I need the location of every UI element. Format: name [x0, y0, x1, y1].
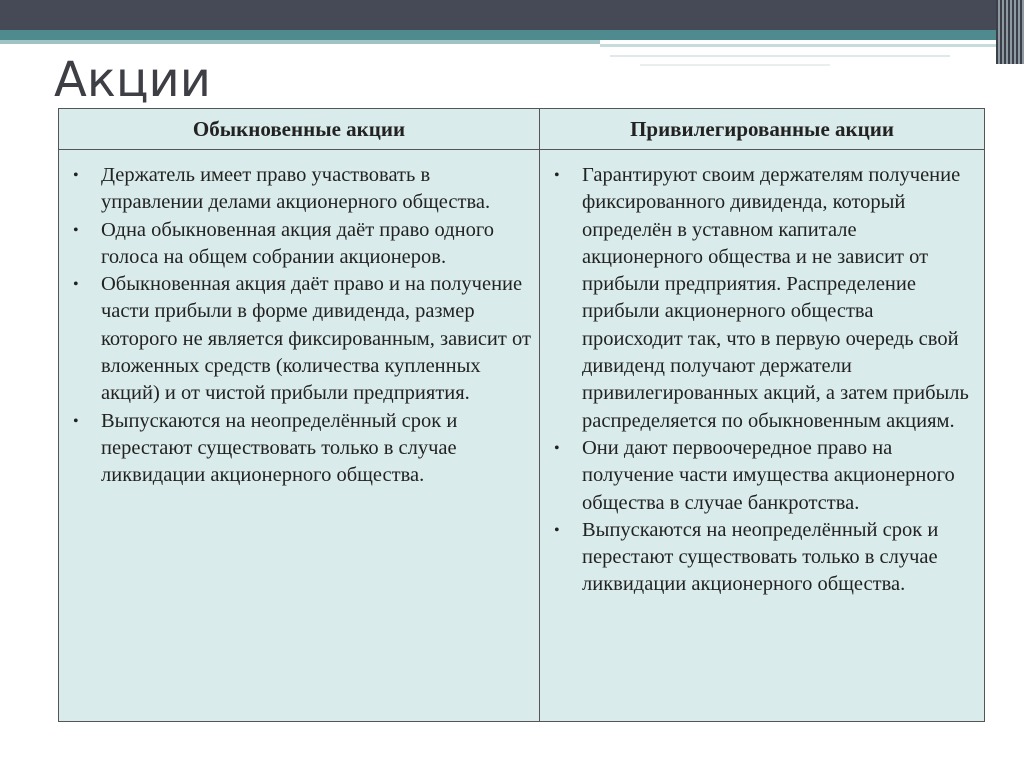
preferred-shares-list — [550, 162, 976, 599]
common-shares-list — [69, 162, 531, 490]
list-item-text: Они дают первоочередное право на получение части имущества акционерного общества в случае банкротства. — [582, 436, 955, 514]
table-row — [59, 150, 985, 722]
list-item-text: Одна обыкновенная акция даёт право одного голоса на общем собрании акционеров. — [101, 218, 495, 268]
comparison-table — [58, 108, 985, 722]
list-item-text: Гарантируют своим держателям получение фиксированного дивиденда, который определён в уставном капитале акционерного общества и не зависит от прибыли предприятия. Распределение прибыли акционерного общества происходит так, что в первую очередь свой дивиденд получают держатели привилегированных акций, а затем прибыль распределяется по обыкновенным акциям. — [582, 164, 969, 432]
list-item — [69, 217, 531, 272]
list-item-text: Обыкновенная акция даёт право и на получение части прибыли в форме дивиденда, размер которого не является фиксированным, зависит от вложенных средств (количества купленных акций) и от чистой прибыли предприятия. — [101, 273, 531, 405]
header-decor-teal-bar — [0, 30, 1024, 40]
column-header-preferred-shares: Привилегированные акции — [540, 109, 985, 150]
list-item — [69, 408, 531, 490]
bullet-icon: • — [554, 439, 560, 457]
common-shares-cell — [59, 150, 540, 722]
header-decor-thin-line — [600, 44, 1004, 47]
bullet-icon: • — [554, 167, 560, 184]
bullet-icon: • — [73, 221, 79, 239]
list-item — [69, 271, 531, 407]
list-item — [550, 162, 976, 435]
list-item-text: Держатель имеет право участвовать в управлении делами акционерного общества. — [101, 164, 491, 214]
list-item-text: Выпускаются на неопределённый срок и перестают существовать только в случае ликвидации акционерного общества. — [101, 409, 458, 487]
preferred-shares-cell — [540, 150, 985, 722]
list-item — [69, 162, 531, 217]
column-header-common-shares: Обыкновенные акции — [59, 109, 540, 150]
bullet-icon: • — [73, 167, 79, 184]
slide-title: Акции — [54, 52, 211, 108]
header-decor-stripes — [996, 0, 1024, 64]
bullet-icon: • — [554, 521, 560, 539]
header-decor-thin-line — [640, 64, 830, 66]
table-header-row — [59, 109, 985, 150]
header-decor-dark-bar — [0, 0, 1024, 30]
list-item-text: Выпускаются на неопределённый срок и перестают существовать только в случае ликвидации акционерного общества. — [582, 518, 939, 596]
header-decor-light-bar — [0, 40, 600, 44]
bullet-icon: • — [73, 276, 79, 294]
list-item — [550, 435, 976, 517]
bullet-icon: • — [73, 412, 79, 430]
header-decor-thin-line — [610, 55, 950, 57]
list-item — [550, 517, 976, 599]
